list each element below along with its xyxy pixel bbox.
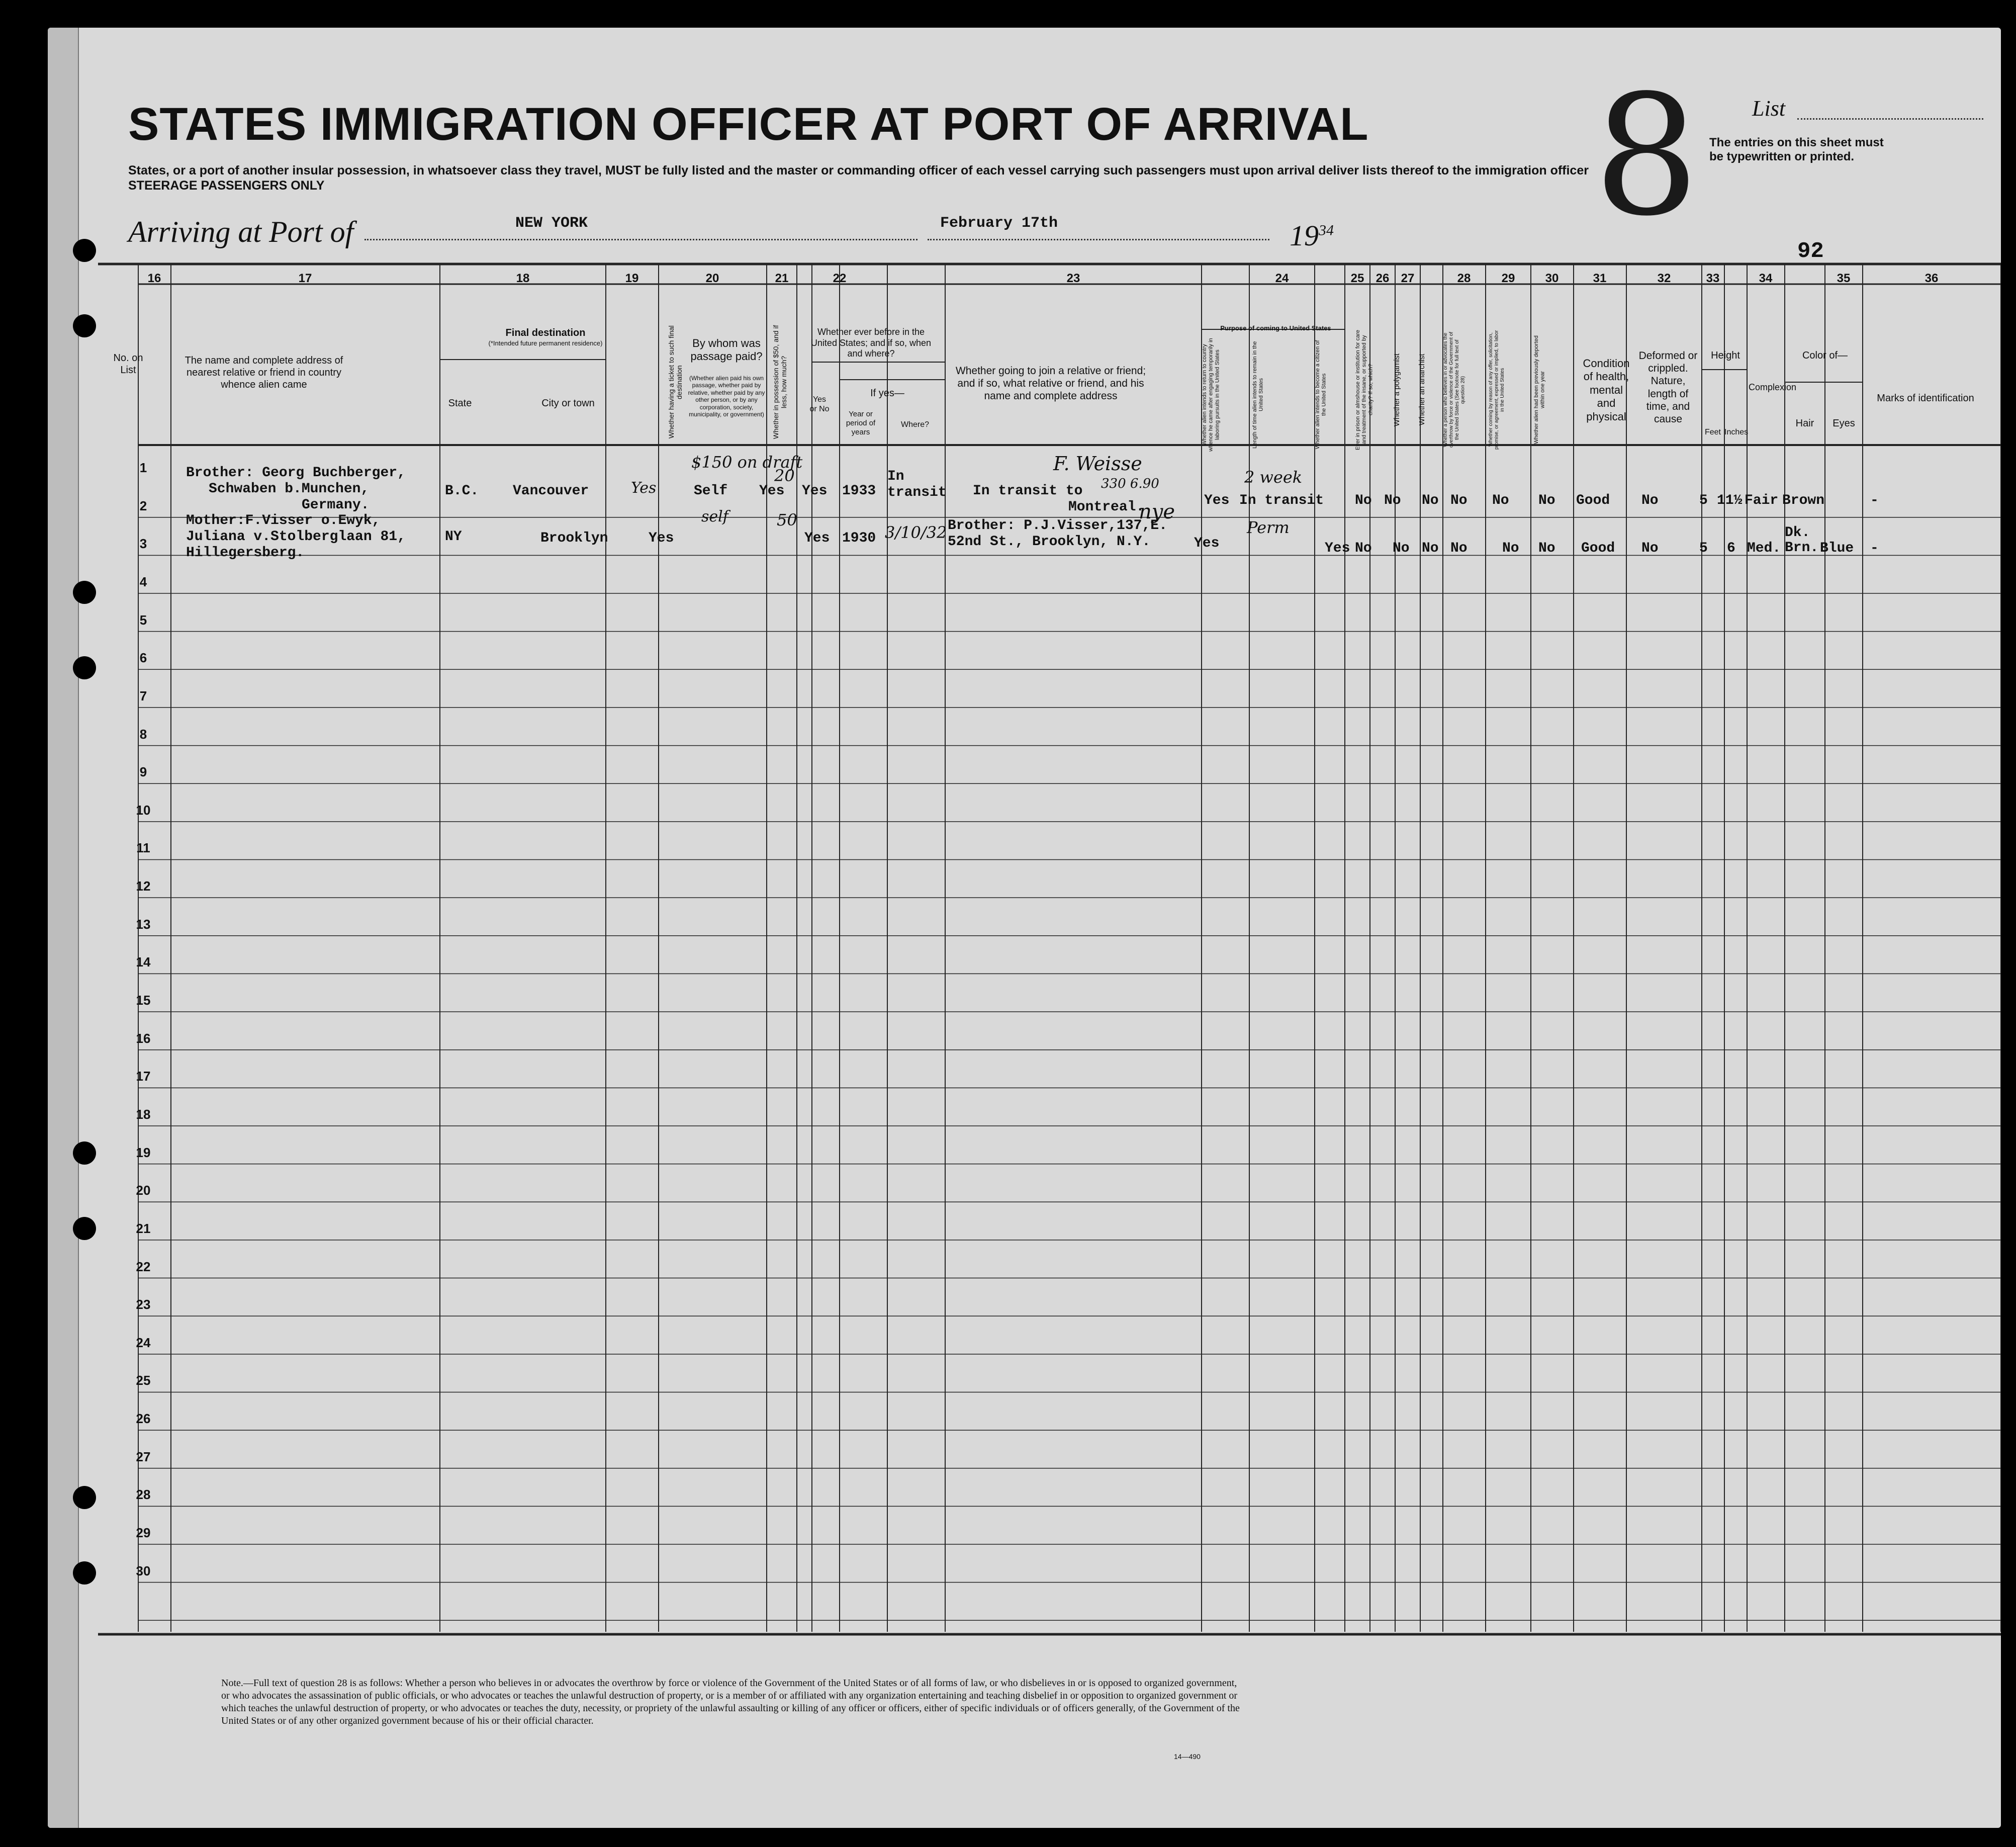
row1-health: Good [1576,493,1610,508]
header-city: City or town [541,398,595,409]
row-number: 19 [136,1145,151,1160]
header-year-period: Year or period of years [846,410,876,436]
row2-relative: Hillegersberg. [186,545,305,561]
row2-health: Good [1581,541,1615,556]
row1-feet: 5 [1699,493,1708,508]
header-purpose-a: Whether alien intends to return to country whence he came after engaging temporarily in laboring pursuits in the United States [1202,338,1221,452]
entries-note: be typewritten or printed. [1709,150,1855,163]
row1-money-amount: 20 [774,466,795,485]
row1-joining: Montreal. [1068,499,1145,515]
row2-anarchist: No [1422,541,1439,556]
row1-purpose-b-hand: 2 week [1244,468,1303,487]
row1-hair: Brown [1782,493,1825,508]
header-deported: Whether alien had been previously deported within one year [1533,335,1546,444]
row1-ever-before: Yes [802,483,828,499]
column-number: 25 [1350,272,1364,285]
row2-prison: No [1355,541,1372,556]
row-number: 5 [139,612,147,628]
row-number: 23 [136,1297,151,1312]
header-yes-no: Yes or No [809,395,830,414]
row-number: 6 [139,650,147,666]
header-ticket: Whether having a ticket to such final destination [667,325,684,439]
row-number: 12 [136,878,151,894]
row2-eyes: Blue [1820,541,1854,556]
row-number: 4 [139,574,147,589]
row-number: 14 [136,954,151,970]
row2-deformed: No [1641,541,1659,556]
row2-overthrow: No [1450,541,1468,556]
row2-purpose-b-hand: Perm [1247,518,1290,537]
row-number: 29 [136,1525,151,1541]
column-number: 17 [298,272,312,285]
entries-note: The entries on this sheet must [1709,136,1884,149]
row-number: 7 [139,688,147,703]
header-height: Height [1711,350,1740,361]
header-ever-before: Whether ever before in the United States; and if so, when and where? [810,327,932,359]
header-state: State [448,398,472,409]
header-deformed: Deformed or crippled. Nature, length of time, and cause [1638,350,1698,425]
row2-marks: - [1870,541,1879,556]
column-number: 35 [1837,272,1851,285]
row2-paid-by: self [701,508,728,525]
row1-ticket: Yes [631,479,657,497]
row-number: 24 [136,1335,151,1350]
row2-purpose-a: Yes [1194,536,1220,551]
header-eyes: Eyes [1832,418,1855,429]
header-color-of: Color of— [1802,350,1848,361]
row-number: 2 [139,498,147,513]
column-number: 19 [625,272,639,285]
header-complexion: Complexion [1749,382,1797,392]
row2-relative: Mother:F.Visser o.Ewyk, [186,513,381,529]
sheet-number: 92 [1797,239,1824,264]
row2-hair: Dk. Brn. [1785,525,1819,556]
row1-purpose-a: Yes [1204,493,1230,508]
row1-relative: Schwaben b.Munchen, [209,481,370,497]
column-number: 34 [1759,272,1773,285]
header-paid-by: By whom was passage paid? [690,337,763,363]
header-overthrow: Whether a person who believes in or advocates the overthrow by force or violence of the Government of the United States (See footnote for full text of question 28) [1443,331,1466,448]
row2-year: 1930 [842,531,876,546]
row-number: 25 [136,1373,151,1388]
header-prison: Ever in prison or almshouse or institution for care and treatment of the insane, or supported by charity? If so, which? [1355,329,1374,450]
row2-money-hand: 50 [777,510,797,530]
header-purpose: Purpose of coming to United States [1220,324,1331,332]
row1-where: In transit [887,469,947,500]
row2-inches: 6 [1727,541,1735,556]
row1-anarchist: No [1422,493,1439,508]
header-if-yes: If yes— [870,388,904,399]
row1-deformed: No [1641,493,1659,508]
row-number: 18 [136,1106,151,1122]
column-number: 27 [1401,272,1415,285]
date-value: February 17th [940,215,1058,232]
row-number: 15 [136,993,151,1008]
column-number: 30 [1545,272,1559,285]
list-number: 8 [1594,59,1699,252]
row-number: 20 [136,1183,151,1198]
row1-relative: Brother: Georg Buchberger, [186,465,406,481]
row-number: 11 [136,840,150,856]
header-paid-by-note: (Whether alien paid his own passage, whether paid by relative, whether paid by any other person, or by any corporation, society, municipality, or government) [688,375,765,418]
row2-state: NY [445,529,462,545]
row1-money-hand: $150 on draft [691,453,803,472]
column-number: 26 [1376,272,1390,285]
subtitle-line: States, or a port of another insular possession, in whatsoever class they travel, MUST be fully listed and the master or commanding officer of each vessel carrying such passengers must upon arrival deliver lists thereof to the immigration officer [128,163,1589,178]
header-relative-abroad: The name and complete address of nearest relative or friend in country whence alien came [185,355,343,390]
header-where: Where? [900,420,930,429]
row1-state: B.C. [445,483,479,499]
row1-prison: No [1355,493,1372,508]
row2-joining: Brother: P.J.Visser,137,E. [948,518,1167,534]
column-number: 16 [147,272,161,285]
row2-relative: Juliana v.Stolberglaan 81, [186,529,406,545]
row2-polygamist: No [1393,541,1410,556]
row-number: 26 [136,1411,151,1427]
column-number: 33 [1706,272,1720,285]
row-number: 9 [139,764,147,780]
row1-year: 1933 [842,483,876,499]
row-number: 28 [136,1487,151,1503]
header-hair: Hair [1795,418,1814,429]
row-number: 22 [136,1259,151,1274]
row2-deported: No [1538,541,1555,556]
column-number: 31 [1593,272,1607,285]
row2-contract: No [1502,541,1519,556]
row-number: 30 [136,1563,151,1578]
row-number: 3 [139,536,147,552]
column-number: 36 [1925,272,1939,285]
row2-purpose-c: Yes [1325,541,1350,556]
row2-joining: 52nd St., Brooklyn, N.Y. [948,534,1151,550]
row-number: 1 [139,460,147,476]
row1-money: Yes [759,483,785,499]
row1-paid-by: Self [694,483,728,499]
row1-joining-hand2: 330 6.90 [1101,476,1159,491]
header-purpose-c: Whether alien intends to become a citizen of the United States [1315,340,1327,450]
header-contract: Whether coming by reason of any offer, solicitation, promise, or agreement, expressed or implied, to labor in the United States [1488,330,1505,450]
manifest-sheet [48,28,2001,1828]
header-no-on-list: No. on List [113,353,143,376]
column-number: 23 [1066,272,1080,285]
list-label: List [1752,96,1786,121]
row1-relative: Germany. [302,497,370,513]
header-purpose-b: Length of time alien intends to remain in the United States [1252,341,1264,449]
row-number: 16 [136,1030,151,1046]
row1-eyes: - [1870,493,1879,508]
row-number: 27 [136,1449,151,1464]
arriving-label: Arriving at Port of [128,215,354,248]
row-number: 17 [136,1069,151,1084]
row1-deported: No [1538,493,1555,508]
header-final-destination: Final destination [505,327,586,338]
row1-joining-hand: F. Weisse [1053,453,1142,475]
page-title: STATES IMMIGRATION OFFICER AT PORT OF ARRIVAL [128,99,1369,150]
row1-joining: In transit to [973,483,1083,499]
column-number: 29 [1501,272,1515,285]
header-feet: Feet [1704,428,1721,436]
row-number: 13 [136,916,151,932]
column-number: 22 [833,272,847,285]
row1-purpose-b: In transit [1239,493,1324,508]
column-number: 32 [1657,272,1671,285]
row2-where: 3/10/32 [885,523,947,542]
row-number: 10 [136,802,151,818]
header-joining: Whether going to join a relative or friend; and if so, what relative or friend, and his name and complete address [955,365,1146,402]
row2-joining-hand: nye [1139,500,1175,523]
column-number: 28 [1457,272,1471,285]
row1-city: Vancouver [513,483,589,499]
footnote-question-28: Note.—Full text of question 28 is as follows: Whether a person who believes in or advocates the overthrow by force or violence of the Government of the United States or of all forms of law, or who disbelieves in or is opposed to organized government, or who advocates the assassination of public officials, or who advocates or teaches the unlawful destruction of property, or is a member of or affiliated with any organization entertaining and teaching disbelief in or opposition to organized government or which teaches the unlawful destruction of property, or who advocates or teaches the duty, necessity, or propriety of the unlawful assaulting or killing of any officer or officers, either of specific individuals or of officers generally, of the Government of the United States or of any other organized government because of his or their official character. [221,1678,1240,1726]
header-inches: Inches [1724,428,1749,436]
form-number: 14—490 [1174,1752,1201,1761]
row1-polygamist: No [1384,493,1401,508]
header-polygamist: Whether a polygamist [1393,353,1401,426]
row2-feet: 5 [1699,541,1708,556]
column-number: 18 [516,272,530,285]
header-final-destination-note: (*Intended future permanent residence) [488,339,603,347]
manifest-table [48,28,2001,1828]
row-number: 8 [139,726,147,742]
row2-ticket: Yes [649,531,674,546]
header-money: Whether in possession of $50, and if less, how much? [772,325,788,439]
row1-inches: 11½ [1717,493,1743,508]
header-health: Condition of health, mental and physical [1583,357,1630,423]
steerage-label: STEERAGE PASSENGERS ONLY [128,179,325,193]
row1-overthrow: No [1450,493,1468,508]
row2-ever-before: Yes [804,531,830,546]
header-marks: Marks of identification [1877,393,1974,404]
header-anarchist: Whether an anarchist [1418,354,1426,426]
column-number: 20 [705,272,719,285]
row-number: 21 [136,1220,151,1236]
row1-complexion: Fair [1745,493,1779,508]
row1-contract: No [1492,493,1509,508]
year-value: $19^{34}$ [1290,219,1334,252]
column-number: 21 [775,272,789,285]
row2-complexion: Med. [1747,541,1781,556]
port-value: NEW YORK [515,215,588,232]
column-number: 24 [1275,272,1289,285]
row2-city: Brooklyn [540,531,608,546]
